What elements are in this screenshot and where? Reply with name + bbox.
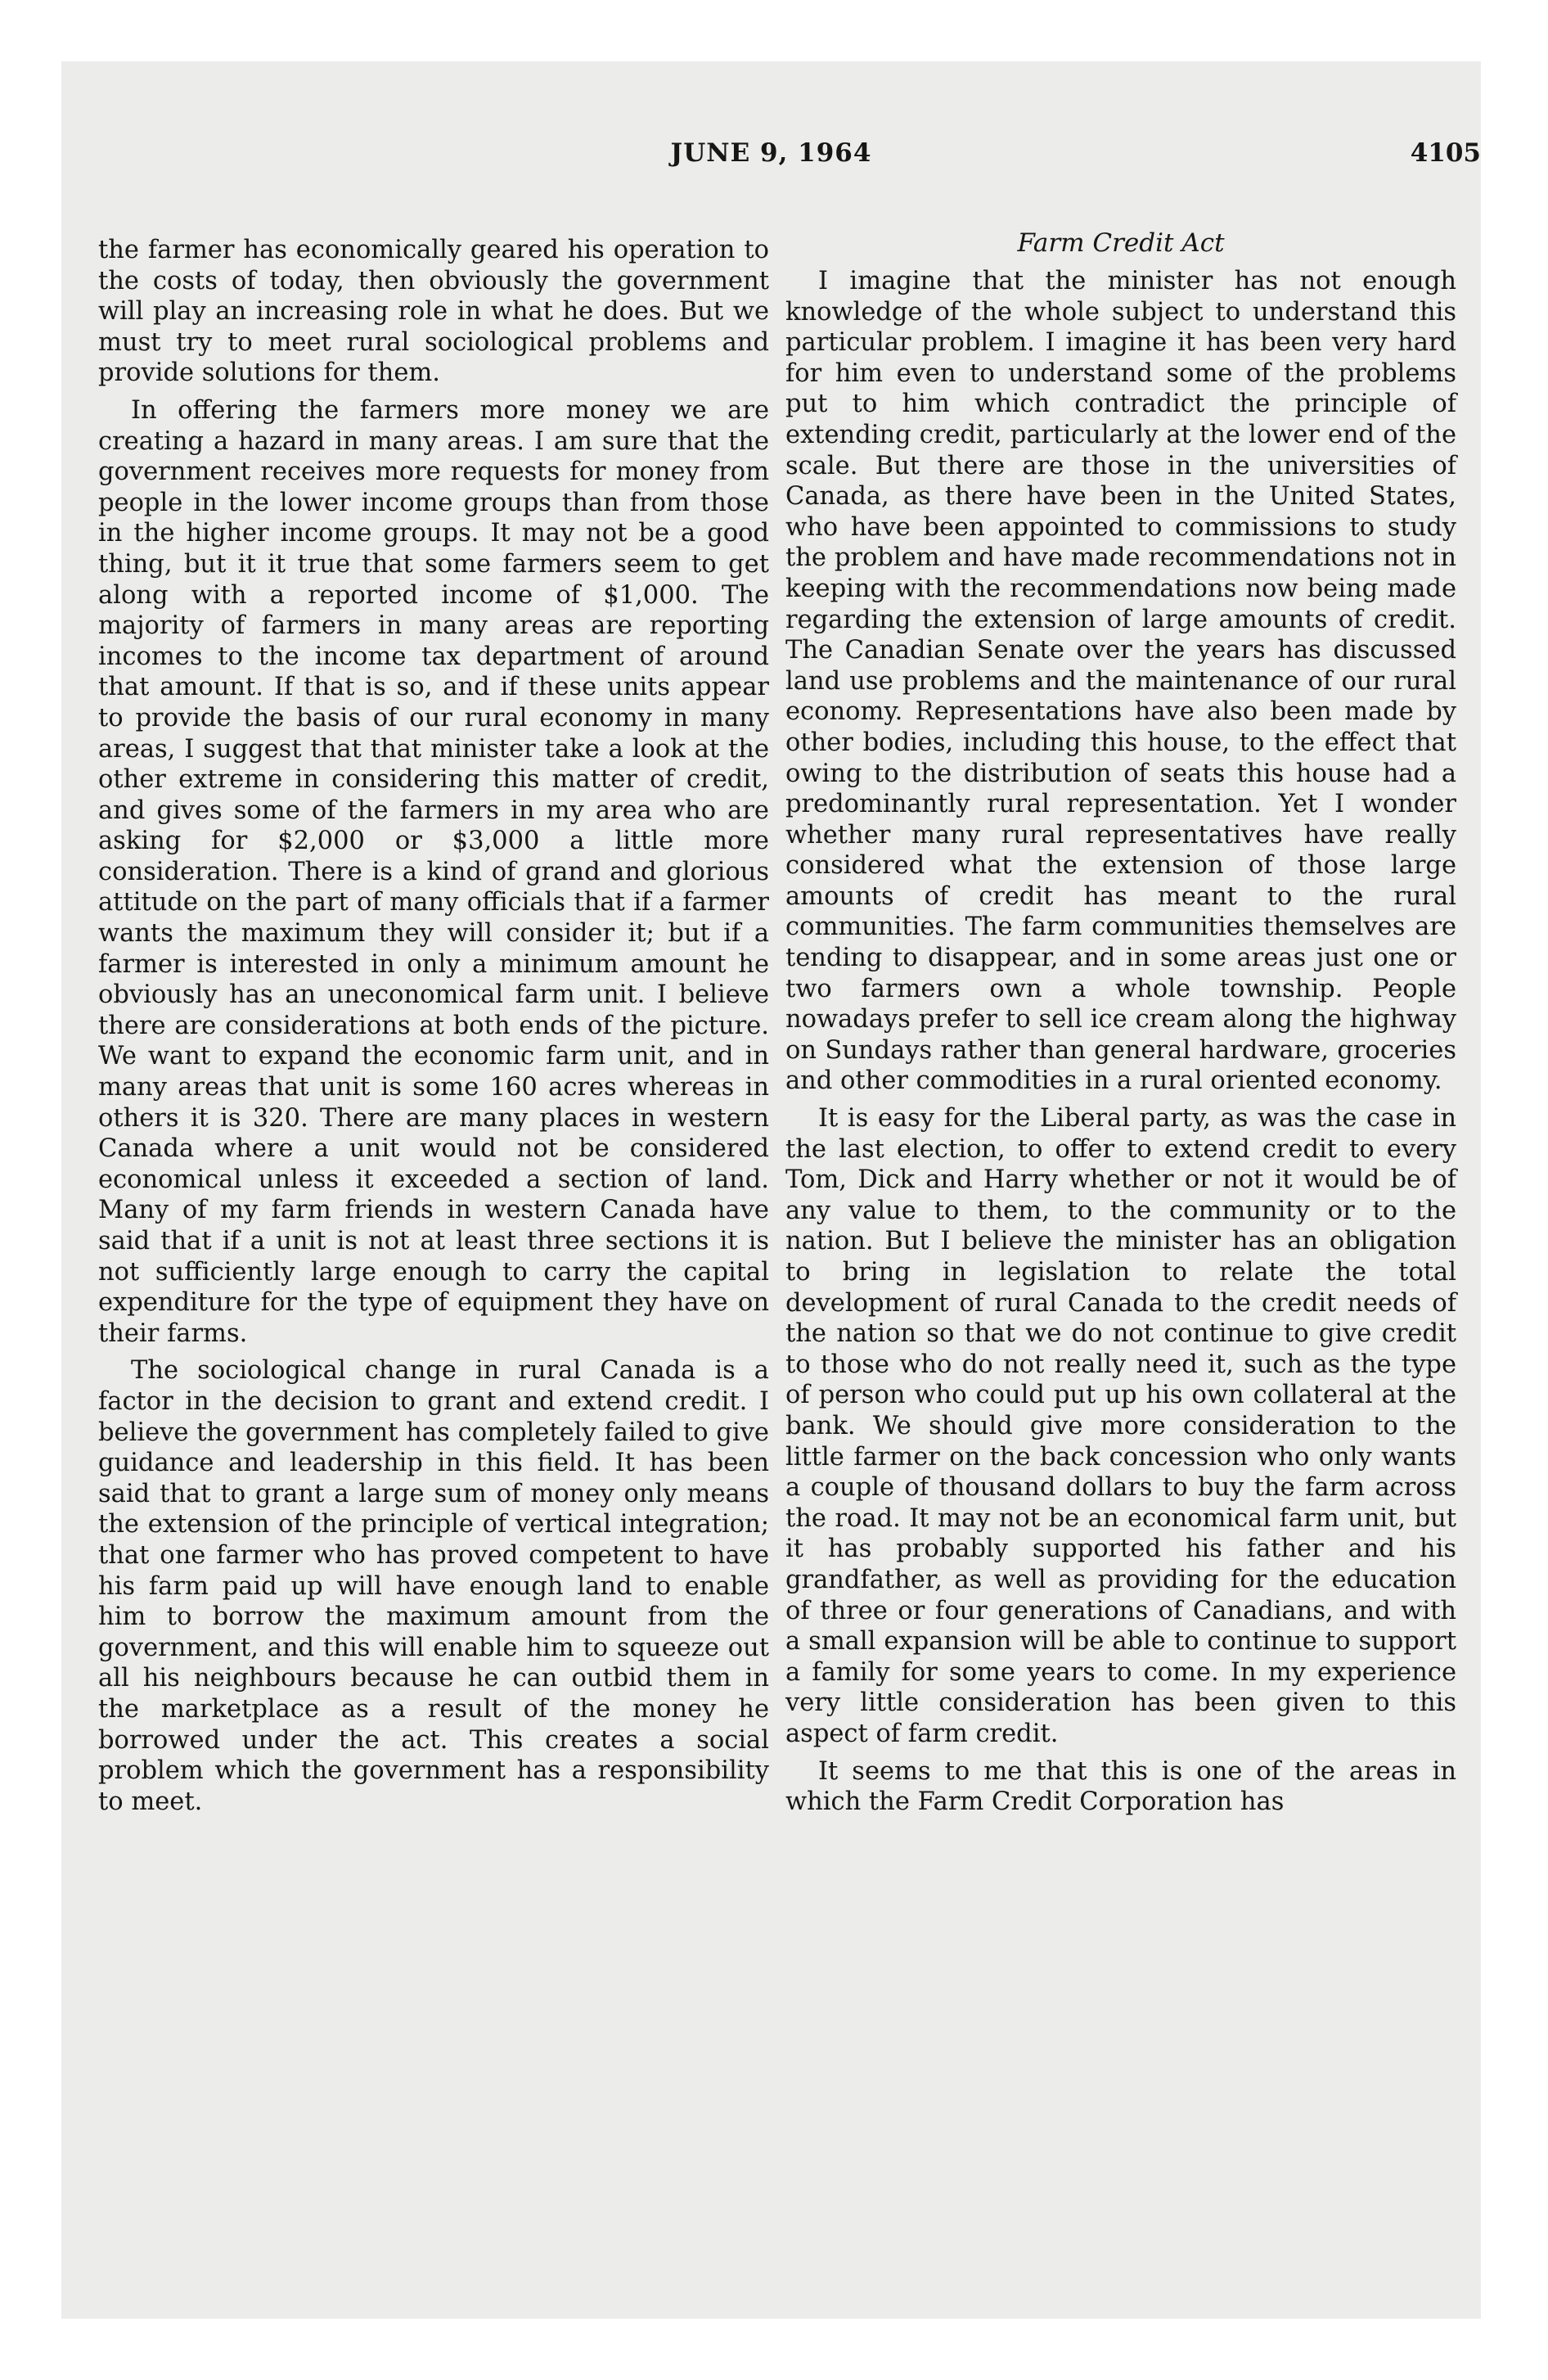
paragraph: I imagine that the minister has not enough knowledge of the whole subject to understand this particular problem. I imagine it has been very hard for him even to understand some of the problems put to him which contradict the principle of extending credit, particularly at the lower end of the scale. But there are those in the universities of Canada, as there have been in the United States, who have been appointed to commissions to study the problem and have made recommendations not in keeping with the recommendations now being made regarding the extension of large amounts of credit. The Canadian Senate over the years has discussed land use problems and the maintenance of our rural economy. Representations have also been made by other bodies, including this house, to the effect that owing to the distribution of seats this house had a predominantly rural representation. Yet I wonder whether many rural representatives have really considered what the extension of those large amounts of credit has meant to the rural communities. The farm communities themselves are tending to disappear, and in some areas just one or two farmers own a whole township. People nowadays prefer to sell ice cream along the highway on Sundays rather than general hardware, groceries and other commodities in a rural oriented economy. <box>785 267 1456 1096</box>
paragraph: It is easy for the Liberal party, as was the case in the last election, to offer to extend credit to every Tom, Dick and Harry whether or not it would be of any value to them, to the community or to the nation. But I believe the minister has an obligation to bring in legislation to relate the total development of rural Canada to the credit needs of the nation so that we do not continue to give credit to those who do not really need it, such as the type of person who could put up his own collateral at the bank. We should give more consideration to the little farmer on the back concession who only wants a couple of thousand dollars to buy the farm across the road. It may not be an economical farm unit, but it has probably supported his father and his grandfather, as well as providing for the education of three or four generations of Canadians, and with a small expansion will be able to continue to support a family for some years to come. In my experience very little consideration has been given to this aspect of farm credit. <box>785 1104 1456 1748</box>
section-subtitle: Farm Credit Act <box>1017 228 1225 258</box>
document-page <box>61 61 1481 2319</box>
running-title <box>785 228 1456 259</box>
paragraph: the farmer has economically geared his operation to the costs of today, then obviously the government will play an increasing role in what he does. But we must try to meet rural sociological problems and provide solutions for them. <box>98 236 769 388</box>
paragraph: The sociological change in rural Canada is a factor in the decision to grant and extend credit. I believe the government has completely failed to give guidance and leadership in this field. It has been said that to grant a large sum of money only means the extension of the principle of vertical integration; that one farmer who has proved competent to have his farm paid up will have enough land to enable him to borrow the maximum amount from the government, and this will enable him to squeeze out all his neighbours because he can outbid them in the marketplace as a result of the money he borrowed under the act. This creates a social problem which the government has a responsibility to meet. <box>98 1356 769 1816</box>
paragraph: It seems to me that this is one of the areas in which the Farm Credit Corporation has <box>785 1756 1456 1817</box>
paragraph: In offering the farmers more money we are creating a hazard in many areas. I am sure that the government receives more requests for money from people in the lower income groups than from those in the higher income groups. It may not be a good thing, but it it true that some farmers seem to get along with a reported income of $1,000. The majority of farmers in many areas are reporting incomes to the income tax department of around that amount. If that is so, and if these units appear to provide the basis of our rural economy in many areas, I suggest that that minister take a look at the other extreme in considering this matter of credit, and gives some of the farmers in my area who are asking for $2,000 or $3,000 a little more consideration. There is a kind of grand and glorious attitude on the part of many officials that if a farmer wants the maximum they will consider it; but if a farmer is interested in only a minimum amount he obviously has an uneconomical farm unit. I believe there are considerations at both ends of the picture. We want to expand the economic farm unit, and in many areas that unit is some 160 acres whereas in others it is 320. There are many places in western Canada where a unit would not be considered economical unless it exceeded a section of land. Many of my farm friends in western Canada have said that if a unit is not at least three sections it is not sufficiently large enough to carry the capital expenditure for the type of equipment they have on their farms. <box>98 395 769 1348</box>
right-column <box>785 228 1456 1824</box>
left-column <box>98 235 769 1823</box>
header-date: JUNE 9, 1964 <box>670 138 872 168</box>
page-header <box>61 138 1481 179</box>
page-number: 4105 <box>1410 138 1481 168</box>
